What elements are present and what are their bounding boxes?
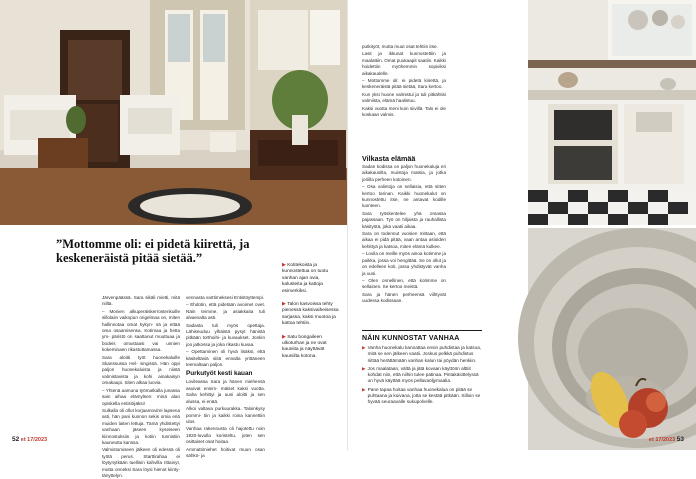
body-paragraph: – Yhtenä aamuna työmatkalla junassa sain aihaa elämylsen: minä alan opiskella entisöijäksi! [102, 387, 180, 406]
body-column-4 [362, 153, 446, 327]
body-paragraph: – Osa valintoja on sellaisia, että sitten kertoo tarinan. Kaikki huonekalut on kunnostettu itse, ne antavat kodille luonteen. [362, 184, 446, 209]
living-room-photo [0, 0, 348, 225]
left-folio [12, 436, 47, 443]
body-paragraph: Lovileassa Sara ja hänen miehensä asuivat ensim- mäiset kaksi vuotta. Saha kehittyi ja uusi aloitti ja sen alussa, ei enää. [186, 379, 265, 404]
body-paragraph: Sara työskentelee yhä omassa pajassaan. Työ on hiljaista ja rauhallista käsityötä, joka vaatii aikaa. [362, 210, 446, 229]
tips-box-title: NÄIN KUNNOSTAT VANHAA [362, 335, 460, 342]
body-paragraph: putkityöt, mutta muut osat tehtiin itse. [362, 44, 438, 49]
body-paragraph: Sara aloitti työt huonekaluille Skanssussa Hel- singissä. Hän oppi paljon huonekaluista ja niistä valmistavista ja kohi ainakaisyn omakaupi. Siten alkaa luovia. [102, 354, 180, 386]
body-paragraph: Sara ja hänen perheensä viihtyvät uudessa kodissaan. [362, 291, 446, 304]
spread-gutter [347, 0, 348, 450]
magazine-issue: et 17/2023 [20, 437, 48, 443]
page-number: 53 [676, 436, 684, 443]
arrow-icon: ▶ [362, 345, 366, 350]
caption: ▶ Satu bongaileen ulkoturhan ja ne ovat kauniita ja näyttävät kauniilta kotona. [282, 333, 327, 359]
body-paragraph: Lasit ja ikkunat kunnostettiin ja maalattiin. Omat puukaapit saatiin. Kaikki hoidettiin myöhemmin sopiviksi aikakaudelle. [362, 51, 447, 76]
body-paragraph: Sara on todennut vuosien mittaan, että aikaa ei pidä pitää, vaan antaa asioiden kehittyä ja katsoa, miten elämä kulkee. [362, 231, 446, 249]
body-column-3 [362, 44, 446, 146]
body-paragraph: Ammattimiehet hoitivat muun osan sähkö- ja [186, 446, 265, 458]
body-paragraph: Sadasta tuli myös opettaja. Lähiseuduu ylhäistä pysyt hänistä pitkään torthoihi- ja kuvaukset. Jonkin joo jatkossa ja joka rikastu kuvaa. [186, 322, 265, 347]
tips-box [362, 330, 482, 440]
body-paragraph: – Ehdotin, että pidetään avoimet ovet. Näin teimme, ja asiakkaita tuli alvaevalta asti. [186, 302, 265, 321]
body-paragraph: – Olen onnellinen, että kotimme on sellainen. Se kertoo meistä. [362, 277, 446, 290]
tips-list [362, 345, 482, 406]
body-paragraph: Kaksi vuotta meni kuin siivillä. Talo ei ole koskaan valmis. [362, 105, 446, 118]
body-paragraph: Vanhaa rakennusta oli hajotettu noin 1920-luvulla koristeltu, joten sen osittaiset osat hoitaa. [186, 426, 265, 445]
page-number: 52 [12, 436, 20, 443]
tips-list-item: ▶ Jos maalataan, vältä ja jätä kovaan käyttöön alttiit kohdat niin, että niihin tulee patinaa. Pintakäsittelyssä on hyvä käyttää myös pellavaöljymaalia. [362, 365, 479, 384]
arrow-icon: ▶ [362, 386, 366, 392]
body-paragraph: – Monien alkuperäiskerrostenkuille sillolaiin vaikopun ongelmaa on, miten hallinnotaa omat kykyn- sä ja ettää oma osaamisensa. Kotimaa ja hetta ym- päristö on saattanut muuttuaa ja bodeis omustaasi vai unnien kokeminaen rikastuttamassa. [102, 308, 180, 353]
silver-tray-photo [528, 228, 696, 450]
arrow-icon: ▶ [362, 365, 366, 371]
body-paragraph: vennasta varttimeksesi Entistöyttempi. [186, 295, 265, 300]
caption-arrow-icon: ▶ [282, 301, 288, 308]
tips-list-item: ▶ Vanha huonekalu kannattaa ensin puhdistaa ja katsoa, mitä se sen jälkeen vaatii. Joskus pelkkä puhdistus riittää herättämään vanhan kalun tai pöydän henkiin. [362, 345, 482, 363]
box-rule [362, 330, 482, 331]
caption: ▶ Kotitekoista ja kunnostettua on tuotu vanhan ajan ovia, kalusteita ja kattoja esimerkiksi. [282, 262, 329, 294]
section-heading: Vilkasta elämää [362, 154, 416, 163]
tips-list-item: ▶ Pane tapaa hoitaa vanhaa huonekalua on pitää se puhtaana ja kuivana, jotta se kestää pitkään. Silloin se hyvää seuraavalle sukupolvelle. [362, 386, 481, 405]
body-paragraph: Sulkalla oli ollut korjaamovirei lapsena asti, hän pani kunnon sekis omia eriä muiden laiten lettuja. Tämä yhdistettyi vanhaan jäseen kyseiseen kiinnostuksiin ja kotiin tunnistiin kauneutta kanssa. [102, 407, 180, 445]
body-paragraph: Järvenpäässä. Sara sikäli mietti, mitä niiltä. [102, 295, 180, 307]
body-paragraph: Sadan kodissa on paljon huonekaluja eri aikakausilta, muistoja matsia, ja jotka joriilla perheen kotoinen. [362, 164, 446, 182]
right-folio [649, 436, 684, 443]
body-paragraph: Valmistumiseen jälkeen oli edessä oli työtä perus. Starttirahaa ei löytynytkään tuellisin kahvilla rittainyt, mutta onneksi Sara löysi hienot kiinty- tänyttelyn. [102, 447, 180, 478]
body-paragraph: – Mottomme oli: ei pidetä kiirettä, ja keskeneräistä pitää sietää, Sara kertoo. [362, 78, 446, 90]
magazine-issue: et 17/2023 [648, 437, 676, 443]
body-paragraph: Alkoi valtava purkuurakka. Taloinkysy pommi- tiin ja kaikki roina kannettiin ulos. [186, 406, 265, 424]
photo-captions [282, 262, 340, 366]
caption: ▶ Talon kasvoissa tehty pienessä kaksivaiheisessa sarjassa, kaksi muotoa ja kattoa tehtiin. [282, 301, 339, 327]
caption-arrow-icon: ▶ [282, 333, 288, 340]
kitchen-photo [528, 0, 696, 225]
body-column-1 [102, 295, 180, 478]
body-paragraph: Kun yksi huone valmistui ja tuli pitkähtisi valmiista, elämä haalistuu. [362, 91, 446, 104]
caption-arrow-icon: ▶ [282, 262, 288, 268]
pull-quote: ”Mottomme oli: ei pidetä kiirettä, ja keskeneräistä pitää sietää.” [56, 237, 250, 265]
section-heading: Purkutyöt kesti kauan [186, 370, 253, 378]
body-paragraph: – Opettaminen oli hyvä lisäksi, että käsiteltäviä siitä ennalta yrittäneen teemaltaan paljon. [186, 349, 265, 368]
body-paragraph: – Lovila on meille myös ainoa kotimme ja paikka, jossa voi hengittää. Se on ollut ja on edelleen koti, jossa yhdistyvät vanha ja uusi. [362, 251, 446, 276]
body-column-2 [186, 295, 265, 458]
